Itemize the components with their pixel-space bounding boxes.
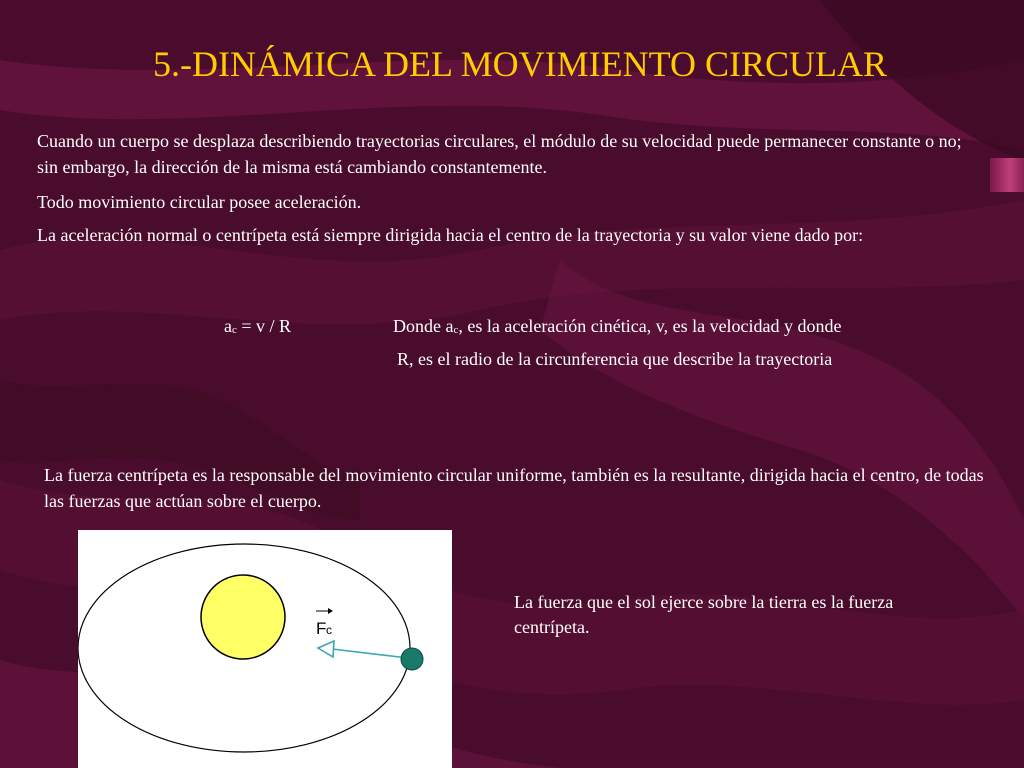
description-pre: Donde a	[393, 316, 454, 336]
description-subscript: c	[453, 324, 459, 336]
formula-rhs: = v / R	[236, 316, 292, 336]
force-vector-arrowhead	[318, 641, 334, 657]
planet-circle	[401, 648, 423, 670]
orbit-figure	[78, 530, 452, 768]
paragraph-centripetal-force: La fuerza centrípeta es la responsable del movimiento circular uniforme, también es la resultante, dirigida hacia el centro, de todas las fuerzas que actúan sobre el cuerpo.	[44, 465, 984, 511]
description-post: , es la aceleración cinética, v, es la velocidad y donde	[458, 316, 842, 336]
orbit-diagram	[78, 530, 452, 768]
figure-caption: La fuerza que el sol ejerce sobre la tierra es la fuerza centrípeta.	[514, 592, 894, 637]
vector-label: F	[316, 619, 327, 638]
formula-lhs: a	[224, 316, 232, 336]
formula	[224, 313, 291, 342]
formula-description-line-2: R, es el radio de la circunferencia que describe la trayectoria	[397, 349, 833, 369]
paragraph-intro: Cuando un cuerpo se desplaza describiendo trayectorias circulares, el módulo de su velocidad puede permanecer constante o no; sin embargo, la dirección de la misma está cambiando constantemente.	[37, 131, 962, 177]
slide-title: 5.-DINÁMICA DEL MOVIMIENTO CIRCULAR	[153, 44, 887, 84]
paragraph-centripetal: La aceleración normal o centrípeta está siempre dirigida hacia el centro de la trayectoria y su valor viene dado por:	[37, 225, 864, 245]
sun-circle	[201, 575, 285, 659]
force-vector-line	[332, 649, 408, 658]
side-accent-mark	[990, 158, 1024, 192]
formula-description-line-1	[393, 313, 842, 342]
paragraph-acceleration: Todo movimiento circular posee aceleración.	[37, 192, 362, 212]
formula-lhs-subscript: c	[232, 324, 237, 336]
vector-overline-arrow	[328, 608, 333, 614]
vector-label-subscript: c	[326, 623, 332, 637]
